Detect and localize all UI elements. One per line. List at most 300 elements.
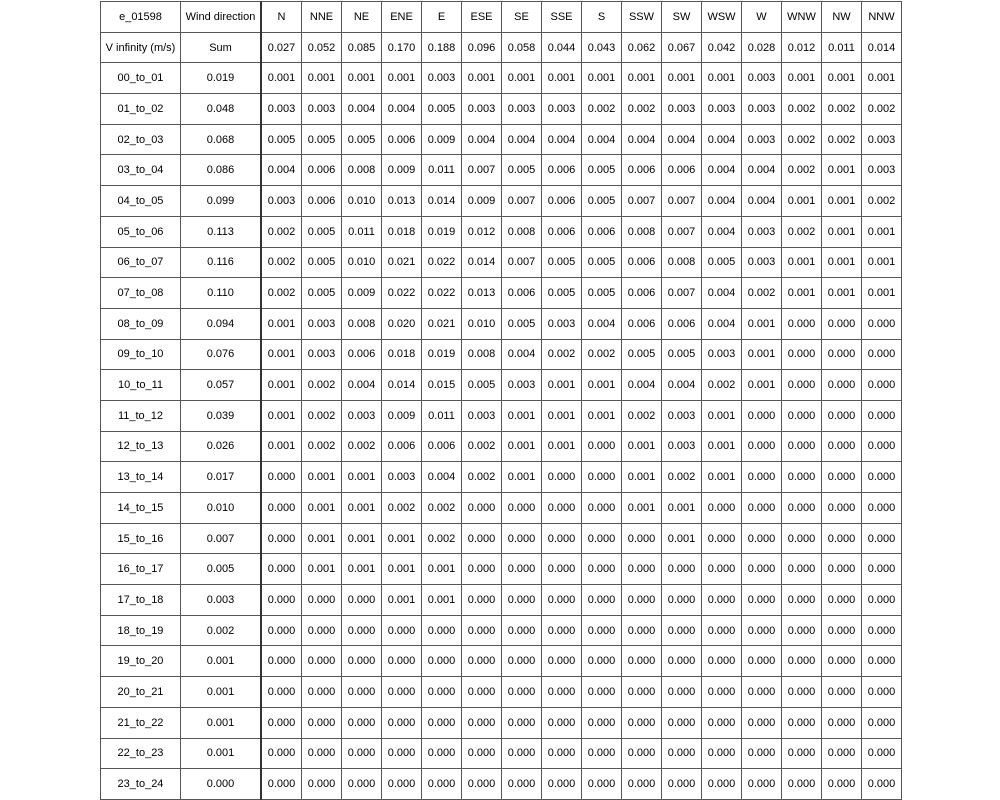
table-row (101, 493, 902, 524)
table-row (101, 707, 902, 738)
value-cell: 0.006 (502, 278, 542, 309)
value-cell: 0.000 (742, 585, 782, 616)
value-cell: 0.005 (462, 370, 502, 401)
table-row (101, 216, 902, 247)
value-cell: 0.000 (261, 615, 302, 646)
value-cell: 0.011 (822, 32, 862, 63)
value-cell: 0.003 (302, 94, 342, 125)
value-cell: 0.000 (822, 707, 862, 738)
value-cell: 0.028 (742, 32, 782, 63)
value-cell: 0.002 (382, 493, 422, 524)
value-cell: 0.002 (261, 216, 302, 247)
row-label-cell: 13_to_14 (101, 462, 181, 493)
value-cell: 0.005 (502, 155, 542, 186)
value-cell: 0.003 (662, 94, 702, 125)
value-cell: 0.001 (462, 63, 502, 94)
value-cell: 0.000 (622, 769, 662, 800)
value-cell: 0.003 (742, 124, 782, 155)
table-row (101, 769, 902, 800)
value-cell: 0.000 (662, 738, 702, 769)
value-cell: 0.003 (422, 63, 462, 94)
value-cell: 0.004 (582, 308, 622, 339)
value-cell: 0.010 (342, 186, 382, 217)
value-cell: 0.001 (822, 155, 862, 186)
value-cell: 0.003 (742, 63, 782, 94)
value-cell: 0.000 (582, 462, 622, 493)
value-cell: 0.000 (782, 370, 822, 401)
wind-frequency-table (100, 1, 902, 800)
value-cell: 0.002 (462, 462, 502, 493)
value-cell: 0.001 (302, 523, 342, 554)
value-cell: 0.006 (662, 155, 702, 186)
value-cell: 0.004 (261, 155, 302, 186)
value-cell: 0.000 (462, 523, 502, 554)
value-cell: 0.000 (622, 554, 662, 585)
value-cell: 0.000 (542, 585, 582, 616)
value-cell: 0.001 (502, 63, 542, 94)
value-cell: 0.000 (622, 677, 662, 708)
value-cell: 0.000 (342, 707, 382, 738)
row-label-cell: 22_to_23 (101, 738, 181, 769)
value-cell: 0.003 (261, 94, 302, 125)
value-cell: 0.001 (542, 63, 582, 94)
value-cell: 0.014 (862, 32, 902, 63)
value-cell: 0.001 (261, 370, 302, 401)
value-cell: 0.000 (822, 339, 862, 370)
value-cell: 0.006 (622, 247, 662, 278)
value-cell: 0.019 (422, 216, 462, 247)
value-cell: 0.000 (502, 707, 542, 738)
value-cell: 0.002 (622, 94, 662, 125)
row-label-cell: 21_to_22 (101, 707, 181, 738)
value-cell: 0.014 (422, 186, 462, 217)
value-cell: 0.001 (342, 493, 382, 524)
value-cell: 0.000 (302, 585, 342, 616)
value-cell: 0.022 (382, 278, 422, 309)
value-cell: 0.000 (382, 615, 422, 646)
row-label-cell: 00_to_01 (101, 63, 181, 94)
row-label-cell: e_01598 (101, 2, 181, 33)
value-cell: 0.007 (622, 186, 662, 217)
value-cell: 0.004 (702, 278, 742, 309)
value-cell: 0.001 (862, 247, 902, 278)
value-cell: 0.008 (462, 339, 502, 370)
table-row (101, 155, 902, 186)
value-cell: 0.007 (662, 186, 702, 217)
value-cell: 0.000 (382, 707, 422, 738)
value-cell: 0.000 (782, 400, 822, 431)
value-cell: 0.000 (662, 769, 702, 800)
value-cell: 0.002 (742, 278, 782, 309)
row-label-cell: 18_to_19 (101, 615, 181, 646)
sum-cell: 0.113 (181, 216, 262, 247)
value-cell: 0.007 (502, 247, 542, 278)
value-cell: 0.000 (582, 585, 622, 616)
value-cell: 0.001 (822, 63, 862, 94)
value-cell: 0.000 (502, 523, 542, 554)
value-cell: E (422, 2, 462, 33)
value-cell: 0.001 (862, 63, 902, 94)
value-cell: 0.000 (261, 462, 302, 493)
value-cell: 0.000 (342, 738, 382, 769)
value-cell: 0.005 (582, 155, 622, 186)
sum-cell: 0.000 (181, 769, 262, 800)
value-cell: 0.000 (862, 462, 902, 493)
value-cell: S (582, 2, 622, 33)
value-cell: 0.000 (462, 554, 502, 585)
value-cell: 0.002 (261, 247, 302, 278)
value-cell: 0.000 (782, 738, 822, 769)
value-cell: 0.000 (862, 554, 902, 585)
value-cell: 0.000 (702, 738, 742, 769)
value-cell: 0.000 (822, 462, 862, 493)
value-cell: 0.000 (462, 769, 502, 800)
value-cell: 0.003 (302, 308, 342, 339)
value-cell: 0.000 (342, 646, 382, 677)
value-cell: 0.000 (502, 738, 542, 769)
sum-cell: 0.076 (181, 339, 262, 370)
value-cell: 0.002 (622, 400, 662, 431)
value-cell: 0.003 (502, 94, 542, 125)
value-cell: 0.000 (742, 707, 782, 738)
value-cell: 0.005 (261, 124, 302, 155)
value-cell: 0.001 (342, 523, 382, 554)
value-cell: 0.000 (582, 738, 622, 769)
value-cell: 0.015 (422, 370, 462, 401)
value-cell: 0.000 (502, 769, 542, 800)
value-cell: 0.000 (382, 677, 422, 708)
value-cell: 0.001 (822, 247, 862, 278)
value-cell: 0.000 (542, 738, 582, 769)
row-label-cell: 12_to_13 (101, 431, 181, 462)
value-cell: 0.003 (502, 370, 542, 401)
row-label-cell: 16_to_17 (101, 554, 181, 585)
sum-cell: 0.057 (181, 370, 262, 401)
value-cell: 0.052 (302, 32, 342, 63)
value-cell: 0.000 (822, 370, 862, 401)
value-cell: 0.000 (622, 707, 662, 738)
value-cell: 0.000 (422, 769, 462, 800)
value-cell: 0.000 (782, 493, 822, 524)
value-cell: 0.021 (422, 308, 462, 339)
value-cell: 0.006 (302, 155, 342, 186)
table-row (101, 247, 902, 278)
value-cell: 0.044 (542, 32, 582, 63)
value-cell: 0.002 (302, 431, 342, 462)
value-cell: 0.006 (542, 155, 582, 186)
value-cell: 0.002 (422, 523, 462, 554)
value-cell: 0.000 (862, 615, 902, 646)
value-cell: 0.001 (622, 431, 662, 462)
value-cell: 0.000 (862, 339, 902, 370)
value-cell: 0.000 (862, 769, 902, 800)
value-cell: 0.005 (622, 339, 662, 370)
value-cell: 0.004 (622, 370, 662, 401)
value-cell: 0.002 (422, 493, 462, 524)
value-cell: 0.001 (862, 216, 902, 247)
value-cell: 0.001 (261, 63, 302, 94)
value-cell: 0.005 (702, 247, 742, 278)
value-cell: 0.002 (782, 124, 822, 155)
row-label-cell: 19_to_20 (101, 646, 181, 677)
value-cell: 0.058 (502, 32, 542, 63)
value-cell: ESE (462, 2, 502, 33)
value-cell: 0.002 (302, 400, 342, 431)
value-cell: 0.010 (462, 308, 502, 339)
sum-cell: 0.001 (181, 707, 262, 738)
value-cell: 0.001 (662, 63, 702, 94)
value-cell: 0.001 (822, 186, 862, 217)
value-cell: 0.000 (502, 677, 542, 708)
value-cell: 0.001 (782, 278, 822, 309)
value-cell: 0.000 (582, 769, 622, 800)
value-cell: 0.007 (662, 278, 702, 309)
sum-cell: 0.010 (181, 493, 262, 524)
value-cell: 0.003 (342, 400, 382, 431)
value-cell: 0.000 (742, 462, 782, 493)
row-label-cell: 10_to_11 (101, 370, 181, 401)
value-cell: 0.001 (662, 523, 702, 554)
value-cell: 0.005 (302, 216, 342, 247)
value-cell: 0.000 (702, 707, 742, 738)
value-cell: 0.000 (822, 400, 862, 431)
value-cell: 0.005 (582, 186, 622, 217)
row-label-cell: 06_to_07 (101, 247, 181, 278)
value-cell: 0.001 (662, 493, 702, 524)
value-cell: 0.004 (662, 370, 702, 401)
value-cell: 0.000 (502, 493, 542, 524)
value-cell: 0.000 (302, 615, 342, 646)
value-cell: 0.002 (702, 370, 742, 401)
value-cell: SW (662, 2, 702, 33)
value-cell: 0.006 (382, 431, 422, 462)
value-cell: 0.007 (662, 216, 702, 247)
value-cell: 0.000 (582, 523, 622, 554)
value-cell: 0.000 (582, 615, 622, 646)
value-cell: 0.000 (742, 400, 782, 431)
value-cell: 0.001 (302, 493, 342, 524)
value-cell: 0.000 (742, 769, 782, 800)
value-cell: 0.006 (622, 308, 662, 339)
value-cell: 0.006 (622, 155, 662, 186)
value-cell: 0.002 (582, 94, 622, 125)
row-label-cell: 17_to_18 (101, 585, 181, 616)
sum-cell: 0.094 (181, 308, 262, 339)
value-cell: 0.001 (782, 186, 822, 217)
value-cell: 0.007 (462, 155, 502, 186)
value-cell: 0.003 (862, 124, 902, 155)
value-cell: 0.000 (462, 493, 502, 524)
value-cell: 0.000 (582, 493, 622, 524)
value-cell: 0.006 (422, 431, 462, 462)
value-cell: 0.001 (342, 63, 382, 94)
value-cell: 0.006 (302, 186, 342, 217)
row-label-cell: 09_to_10 (101, 339, 181, 370)
row-label-cell: 01_to_02 (101, 94, 181, 125)
value-cell: 0.067 (662, 32, 702, 63)
value-cell: 0.000 (502, 554, 542, 585)
value-cell: 0.000 (862, 308, 902, 339)
value-cell: 0.000 (462, 707, 502, 738)
value-cell: 0.002 (782, 94, 822, 125)
value-cell: 0.001 (542, 400, 582, 431)
value-cell: 0.000 (422, 707, 462, 738)
value-cell: SSW (622, 2, 662, 33)
value-cell: 0.000 (422, 677, 462, 708)
value-cell: 0.000 (582, 431, 622, 462)
value-cell: 0.005 (302, 124, 342, 155)
value-cell: 0.004 (662, 124, 702, 155)
value-cell: 0.002 (822, 94, 862, 125)
value-cell: 0.005 (542, 278, 582, 309)
value-cell: 0.006 (662, 308, 702, 339)
table-row (101, 431, 902, 462)
value-cell: 0.000 (782, 462, 822, 493)
value-cell: 0.000 (462, 585, 502, 616)
value-cell: 0.000 (782, 707, 822, 738)
table-row (101, 400, 902, 431)
value-cell: 0.011 (422, 400, 462, 431)
sum-cell: 0.048 (181, 94, 262, 125)
value-cell: 0.003 (382, 462, 422, 493)
value-cell: 0.002 (782, 216, 822, 247)
value-cell: 0.001 (502, 431, 542, 462)
value-cell: 0.000 (662, 707, 702, 738)
value-cell: 0.000 (742, 646, 782, 677)
value-cell: 0.018 (382, 339, 422, 370)
value-cell: 0.000 (662, 554, 702, 585)
value-cell: 0.009 (382, 400, 422, 431)
value-cell: 0.000 (742, 615, 782, 646)
value-cell: 0.005 (302, 278, 342, 309)
value-cell: 0.008 (342, 308, 382, 339)
value-cell: 0.004 (422, 462, 462, 493)
row-label-cell: 07_to_08 (101, 278, 181, 309)
sum-cell: 0.002 (181, 615, 262, 646)
value-cell: 0.002 (582, 339, 622, 370)
value-cell: 0.002 (862, 186, 902, 217)
value-cell: 0.003 (261, 186, 302, 217)
value-cell: NNE (302, 2, 342, 33)
value-cell: 0.003 (302, 339, 342, 370)
value-cell: 0.003 (702, 339, 742, 370)
table-row (101, 278, 902, 309)
sum-cell: 0.026 (181, 431, 262, 462)
sum-cell: 0.001 (181, 677, 262, 708)
value-cell: 0.000 (542, 646, 582, 677)
value-cell: 0.001 (582, 400, 622, 431)
value-cell: 0.003 (662, 400, 702, 431)
value-cell: WSW (702, 2, 742, 33)
value-cell: 0.003 (862, 155, 902, 186)
value-cell: 0.000 (342, 769, 382, 800)
value-cell: 0.000 (702, 677, 742, 708)
value-cell: 0.001 (742, 308, 782, 339)
value-cell: NNW (862, 2, 902, 33)
value-cell: 0.006 (382, 124, 422, 155)
sum-cell: 0.086 (181, 155, 262, 186)
value-cell: 0.004 (542, 124, 582, 155)
value-cell: 0.004 (582, 124, 622, 155)
value-cell: 0.022 (422, 278, 462, 309)
value-cell: 0.001 (742, 370, 782, 401)
value-cell: 0.000 (862, 585, 902, 616)
table-row (101, 646, 902, 677)
value-cell: 0.000 (622, 585, 662, 616)
value-cell: 0.001 (382, 63, 422, 94)
sum-cell: 0.017 (181, 462, 262, 493)
value-cell: 0.007 (502, 186, 542, 217)
value-cell: 0.005 (542, 247, 582, 278)
value-cell: 0.000 (542, 677, 582, 708)
value-cell: 0.000 (342, 677, 382, 708)
row-label-cell: 08_to_09 (101, 308, 181, 339)
table-row (101, 186, 902, 217)
value-cell: 0.003 (662, 431, 702, 462)
value-cell: 0.004 (382, 94, 422, 125)
value-cell: 0.004 (702, 124, 742, 155)
value-cell: 0.018 (382, 216, 422, 247)
value-cell: 0.020 (382, 308, 422, 339)
value-cell: 0.001 (342, 462, 382, 493)
table-body (101, 2, 902, 800)
value-cell: 0.003 (742, 247, 782, 278)
table-row (101, 738, 902, 769)
value-cell: 0.000 (582, 646, 622, 677)
row-label-cell: 04_to_05 (101, 186, 181, 217)
row-label-cell: 20_to_21 (101, 677, 181, 708)
value-cell: NE (342, 2, 382, 33)
value-cell: 0.002 (261, 278, 302, 309)
value-cell: 0.000 (862, 523, 902, 554)
value-cell: 0.003 (742, 94, 782, 125)
value-cell: 0.000 (862, 400, 902, 431)
value-cell: 0.000 (702, 493, 742, 524)
sum-cell: 0.116 (181, 247, 262, 278)
table-row (101, 339, 902, 370)
value-cell: 0.000 (822, 493, 862, 524)
value-cell: 0.000 (782, 615, 822, 646)
table-row (101, 370, 902, 401)
value-cell: 0.000 (542, 523, 582, 554)
value-cell: 0.001 (582, 370, 622, 401)
value-cell: 0.000 (822, 431, 862, 462)
value-cell: 0.000 (822, 769, 862, 800)
value-cell: 0.001 (422, 554, 462, 585)
value-cell: 0.000 (702, 523, 742, 554)
value-cell: W (742, 2, 782, 33)
table-row (101, 94, 902, 125)
value-cell: 0.001 (702, 462, 742, 493)
value-cell: 0.011 (422, 155, 462, 186)
value-cell: 0.000 (782, 308, 822, 339)
value-cell: 0.001 (302, 63, 342, 94)
value-cell: 0.003 (462, 94, 502, 125)
value-cell: 0.006 (342, 339, 382, 370)
value-cell: 0.001 (502, 400, 542, 431)
value-cell: 0.000 (782, 523, 822, 554)
value-cell: 0.004 (342, 94, 382, 125)
value-cell: 0.000 (862, 707, 902, 738)
table-row (101, 554, 902, 585)
value-cell: 0.001 (502, 462, 542, 493)
value-cell: 0.043 (582, 32, 622, 63)
value-cell: 0.001 (782, 63, 822, 94)
value-cell: 0.009 (382, 155, 422, 186)
value-cell: 0.005 (302, 247, 342, 278)
value-cell: 0.001 (542, 431, 582, 462)
value-cell: 0.013 (462, 278, 502, 309)
